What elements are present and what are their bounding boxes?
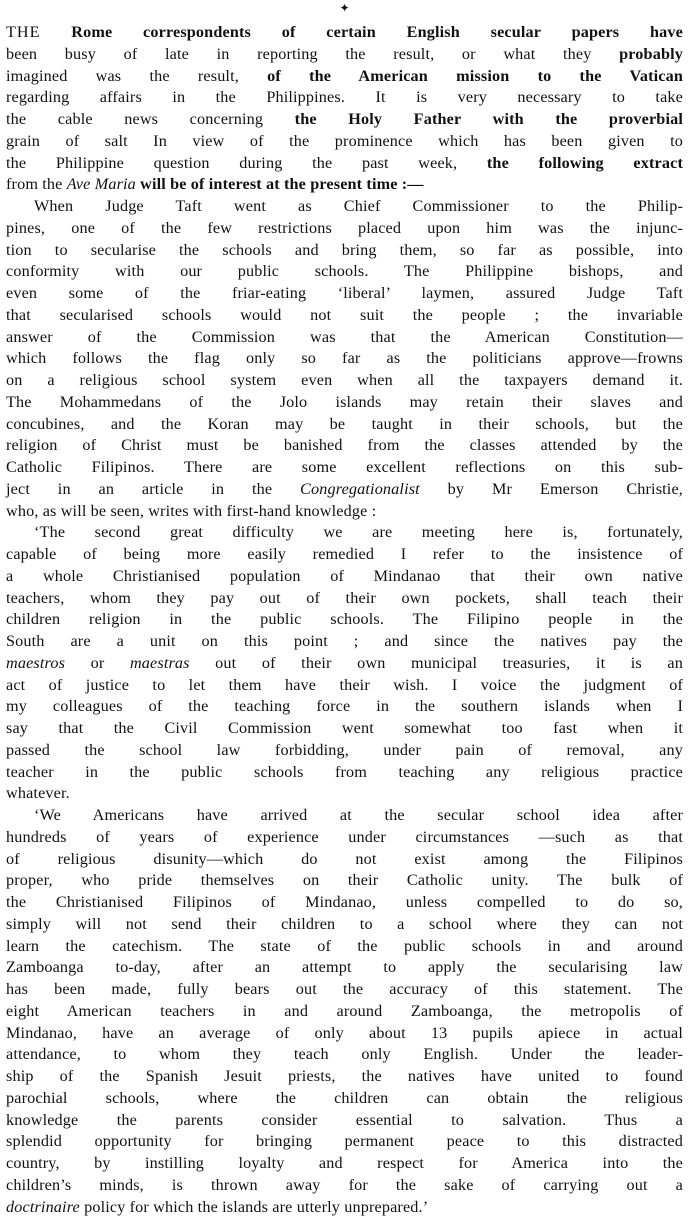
text-run: Rome correspondents of certain English secular papers have — [40, 23, 683, 41]
text-line — [6, 1197, 683, 1219]
text-run: attendance, to whom they teach only English. Under the leader- — [6, 1045, 683, 1064]
text-run: THE — [6, 23, 41, 41]
text-line — [6, 435, 683, 457]
text-line — [6, 783, 683, 805]
text-line — [6, 544, 683, 566]
text-run: ject in an article in the — [6, 479, 301, 498]
text-run: Congregationalist — [300, 479, 420, 498]
text-run: even some of the friar-eating ‘liberal’ laymen, assured Judge Taft — [6, 284, 683, 302]
text-line — [6, 653, 683, 675]
text-run: capable of being more easily remedied I refer to the insistence of — [6, 545, 683, 563]
text-run: the following extract — [486, 153, 683, 172]
text-run: has been made, fully bears out the accuracy of this statement. The — [6, 980, 683, 998]
text-run: who, as will be seen, writes with first-hand knowledge : — [6, 501, 377, 520]
text-run: parochial schools, where the children can obtain the religious — [6, 1088, 683, 1107]
paragraph — [6, 196, 683, 522]
text-run: conformity with our public schools. The Philippine bishops, and — [6, 262, 683, 281]
text-line — [6, 631, 683, 653]
text-run: knowledge the parents consider essential to salvation. Thus a — [6, 1110, 683, 1129]
text-run: of the American mission to the Vatican — [267, 66, 683, 85]
text-line — [6, 588, 683, 610]
text-run: South are a unit on this point ; and since the natives pay the — [6, 632, 683, 650]
text-line — [6, 522, 683, 544]
text-run: by Mr Emerson Christie, — [419, 479, 683, 498]
text-run: that secularised schools would not suit the people ; the invariable — [6, 305, 683, 324]
text-run: of religious disunity—which do not exist among the Filipinos — [6, 849, 683, 868]
text-line — [6, 892, 683, 914]
text-run: The Mohammedans of the Jolo islands may retain their slaves and — [6, 392, 683, 411]
text-line — [6, 1001, 683, 1023]
text-run: whatever. — [6, 784, 70, 803]
text-run: When Judge Taft went as Chief Commissioner to the Philip- — [34, 197, 683, 215]
text-run: grain of salt In view of the prominence which has been given to — [6, 131, 683, 150]
text-run: on a religious school system even when all the taxpayers demand it. — [6, 371, 683, 389]
text-run: hundreds of years of experience under circumstances —such as that — [6, 827, 683, 846]
text-line — [6, 44, 683, 66]
ornament-divider: ✦ — [339, 1, 350, 15]
text-run: the Holy Father with the proverbial — [294, 110, 683, 128]
text-run: Mindanao, have an average of only about 13 pupils apiece in actual — [6, 1023, 683, 1042]
text-line — [6, 22, 683, 44]
text-run: children religion in the public schools. The Filipino people in the — [6, 610, 683, 629]
text-run: out of their own municipal treasuries, it is an — [189, 653, 683, 672]
text-run: the Philippine question during the past week, — [6, 153, 487, 172]
paragraph — [6, 22, 683, 196]
text-line — [6, 218, 683, 240]
text-run: splendid opportunity for bringing permanent peace to this distracted — [6, 1132, 683, 1151]
text-run: Ave Maria — [66, 175, 136, 194]
newspaper-column — [6, 0, 683, 1218]
text-line — [6, 827, 683, 849]
text-line — [6, 914, 683, 936]
text-run: proper, who pride themselves on their Catholic unity. The bulk of — [6, 871, 683, 890]
text-line — [6, 414, 683, 436]
text-line — [6, 261, 683, 283]
text-run: simply will not send their children to a school where they can not — [6, 914, 683, 933]
text-run: pines, one of the few restrictions placed upon him was the injunc- — [6, 218, 683, 237]
text-line — [6, 327, 683, 349]
text-line — [6, 174, 683, 196]
text-run: the Christianised Filipinos of Mindanao, unless compelled to do so, — [6, 893, 683, 911]
text-run: ship of the Spanish Jesuit priests, the natives have united to found — [6, 1067, 683, 1085]
text-line — [6, 1175, 683, 1197]
text-line — [6, 305, 683, 327]
text-run: eight American teachers in and around Zamboanga, the metropolis of — [6, 1001, 683, 1020]
text-run: from the — [6, 175, 67, 194]
text-run: will be of interest at the present time :— — [135, 175, 424, 194]
text-line — [6, 609, 683, 631]
article-body — [6, 22, 683, 1218]
text-line — [6, 196, 683, 218]
text-line — [6, 1131, 683, 1153]
text-line — [6, 457, 683, 479]
text-line — [6, 153, 683, 175]
text-line — [6, 66, 683, 88]
text-line — [6, 1044, 683, 1066]
text-line — [6, 1153, 683, 1175]
text-line — [6, 849, 683, 871]
text-run: been busy of late in reporting the result, or what they — [6, 44, 620, 63]
paragraph — [6, 522, 683, 805]
text-line — [6, 979, 683, 1001]
text-run: Zamboanga to-day, after an attempt to apply the secularising law — [6, 958, 683, 977]
text-run: ‘We Americans have arrived at the secular school idea after — [34, 806, 683, 824]
text-run: passed the school law forbidding, under pain of removal, any — [6, 740, 683, 759]
text-run: or — [65, 653, 130, 672]
text-line — [6, 479, 683, 501]
text-run: tion to secularise the schools and bring them, so far as possible, into — [6, 240, 683, 259]
text-line — [6, 348, 683, 370]
text-run: which follows the flag only so far as the politicians approve—frowns — [6, 349, 683, 368]
text-run: probably — [619, 44, 683, 63]
text-run: children’s minds, is thrown away for the sake of carrying out a — [6, 1175, 683, 1194]
text-line — [6, 501, 683, 523]
text-line — [6, 109, 683, 131]
text-run: Catholic Filipinos. There are some excellent reflections on this sub- — [6, 458, 683, 476]
text-run: regarding affairs in the Philippines. It is very necessary to take — [6, 88, 683, 107]
text-run: learn the catechism. The state of the public schools in and around — [6, 936, 683, 955]
text-line — [6, 1023, 683, 1045]
text-run: religion of Christ must be banished from the classes attended by the — [6, 436, 683, 455]
text-run: imagined was the result, — [6, 66, 268, 85]
text-run: concubines, and the Koran may be taught in their schools, but the — [6, 414, 683, 433]
text-line — [6, 240, 683, 262]
text-line — [6, 675, 683, 697]
text-run: maestras — [129, 653, 190, 672]
text-run: say that the Civil Commission went somewhat too fast when it — [6, 719, 683, 737]
text-run: policy for which the islands are utterly unprepared.’ — [79, 1197, 429, 1216]
paragraph — [6, 805, 683, 1218]
text-line — [6, 283, 683, 305]
text-run: my colleagues of the teaching force in the southern islands when I — [6, 697, 683, 716]
text-line — [6, 740, 683, 762]
text-line — [6, 805, 683, 827]
text-line — [6, 696, 683, 718]
text-line — [6, 1110, 683, 1132]
text-line — [6, 870, 683, 892]
text-line — [6, 370, 683, 392]
text-run: ‘The second great difficulty we are meeting here is, fortunately, — [34, 523, 683, 542]
text-line — [6, 957, 683, 979]
text-run: teachers, whom they pay out of their own pockets, shall teach their — [6, 588, 683, 607]
text-line — [6, 936, 683, 958]
text-line — [6, 1088, 683, 1110]
text-run: a whole Christianised population of Mindanao that their own native — [6, 566, 683, 585]
text-line — [6, 131, 683, 153]
text-run: act of justice to let them have their wish. I voice the judgment of — [6, 675, 683, 694]
text-run: answer of the Commission was that the American Constitution— — [6, 327, 683, 346]
text-line — [6, 392, 683, 414]
text-line — [6, 87, 683, 109]
text-run: maestros — [6, 653, 66, 672]
text-line — [6, 762, 683, 784]
text-run: country, by instilling loyalty and respect for America into the — [6, 1154, 683, 1172]
text-run: the cable news concerning — [6, 110, 295, 128]
text-line — [6, 1066, 683, 1088]
text-line — [6, 566, 683, 588]
text-line — [6, 718, 683, 740]
text-run: doctrinaire — [6, 1197, 80, 1216]
text-run: teacher in the public schools from teaching any religious practice — [6, 762, 683, 781]
